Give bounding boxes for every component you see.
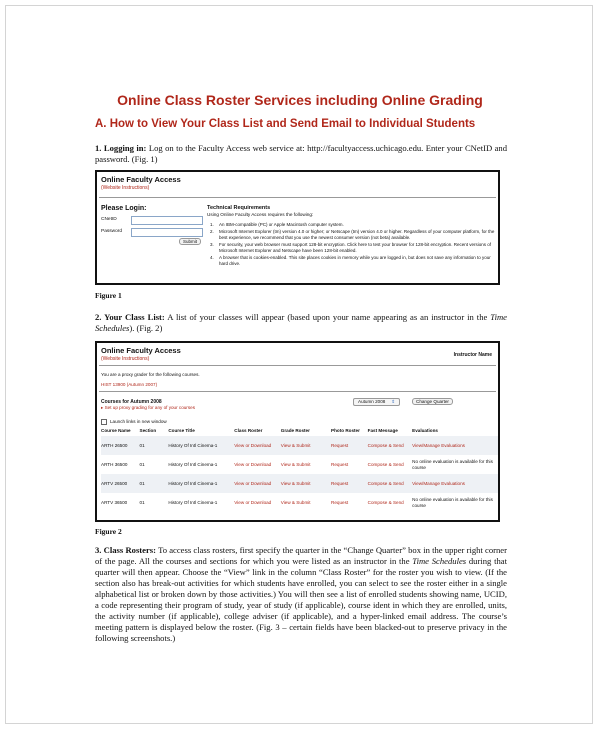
figure1-divider: [99, 197, 496, 198]
course-name: ARTV 26500: [101, 474, 140, 493]
figure2-screenshot: [95, 341, 500, 522]
col-course-name: Course Name: [101, 428, 131, 433]
view-submit-link[interactable]: View & Submit: [280, 499, 311, 505]
courses-table: [101, 428, 498, 512]
quarter-select[interactable]: Autumn 2008 ⇕: [353, 398, 400, 406]
tech-requirements-title: Technical Requirements: [207, 205, 271, 211]
col-photo-roster: Photo Roster: [331, 428, 360, 433]
request-link[interactable]: Request: [331, 461, 349, 467]
tech-item: 1. An IBM-compatible (PC) or Apple Macintosh computer system.: [210, 222, 344, 227]
compose-send-link[interactable]: Compose & Send: [368, 474, 413, 493]
evaluations-link[interactable]: View/Manage Evaluations: [412, 474, 498, 493]
section: 01: [140, 474, 169, 493]
view-download-link[interactable]: View or Download: [234, 499, 272, 505]
course-title: History Of Intl Cinema-1: [168, 474, 234, 493]
tech-item: 3. For security, your web browser must support 128-bit encryption. Click here to test your browser for 128-bit encryption. Recent versions of Microsoft Internet Explorer and Netscape have been 128-bit enabled.: [210, 242, 492, 253]
col-grade-roster: Grade Roster: [280, 428, 310, 433]
compose-send-link[interactable]: Compose & Send: [368, 436, 413, 455]
view-submit-link[interactable]: View & Submit: [280, 461, 311, 467]
proxy-grader-text: You are a proxy grader for the following courses.: [101, 372, 200, 377]
table-row: [101, 474, 498, 493]
change-quarter-button[interactable]: Change Quarter: [412, 398, 453, 405]
view-download-link[interactable]: View or Download: [234, 436, 280, 455]
courses-for-quarter: Courses for Autumn 2008: [101, 399, 162, 405]
table-row: [101, 436, 498, 455]
view-download-link[interactable]: View or Download: [234, 474, 280, 493]
figure1-app-title: Online Faculty Access: [101, 175, 181, 184]
course-name: ARTH 26500: [101, 436, 140, 455]
step2-label: 2. Your Class List:: [95, 312, 165, 322]
step2-italic: Time Schedules: [95, 312, 507, 333]
col-course-title: Course Title: [168, 428, 195, 433]
request-link[interactable]: Request: [331, 436, 368, 455]
figure2-divider-2: [99, 391, 496, 392]
section-a-heading: A. How to View Your Class List and Send Email to Individual Students: [95, 118, 476, 130]
instructor-name: Instructor Name: [453, 352, 492, 358]
step1-label: 1. Logging in:: [95, 143, 147, 153]
course-name: ARTH 36500: [101, 461, 128, 467]
tech-requirements-intro: Using Online Faculty Access requires the following:: [207, 212, 314, 217]
step3-italic: Time Schedules: [412, 556, 467, 566]
password-input[interactable]: [131, 228, 203, 237]
col-section: Section: [139, 428, 157, 433]
password-label: Password: [101, 229, 123, 234]
section: 01: [139, 499, 145, 505]
compose-send-link[interactable]: Compose & Send: [367, 499, 404, 505]
hist-course-link[interactable]: HIST 13900 (Autumn 2007): [101, 382, 158, 387]
course-title: History Of Intl Cinema-1: [168, 461, 218, 467]
tech-item: 4. A browser that is cookies-enabled. This site places cookies in memory while you are logged in, but does not save any information to your hard drive.: [210, 255, 491, 266]
step3-text-end: during that quarter will then appear. Choose the “View” link in the column “Class Roster” for the roster you wish to view. (If the section also has break-out activities for which students have enrolled, you can select to see the roster either in a single alphabetical list or broken down by those activities.) You will then see a list of enrolled students showing name, UCID, a code representing their program of study, year of study (if applicable), course ident in which they are enrolled, units, the activity number (if applicable), college adviser (if applicable), and a hyper-linked email address. The course’s meeting pattern is displayed below the roster. (Fig. 3 – certain fields have been blacked-out to preserve privacy in the following screenshots.): [95, 556, 507, 643]
view-download-link[interactable]: View or Download: [234, 461, 272, 467]
course-title: History Of Intl Cinema-1: [168, 499, 218, 505]
compose-send-link[interactable]: Compose & Send: [367, 461, 404, 467]
section: 01: [139, 461, 145, 467]
col-evaluations: Evaluations: [412, 428, 438, 433]
course-title: History Of Intl Cinema-1: [168, 436, 234, 455]
figure2-divider: [99, 365, 496, 366]
cnetid-label: CNetID: [101, 217, 117, 222]
course-name: ARTV 36500: [101, 499, 128, 505]
table-row: [101, 455, 498, 474]
col-class-roster: Class Roster: [234, 428, 263, 433]
figure2-instructions-link[interactable]: (Website Instructions): [101, 356, 150, 362]
step1-paragraph: [95, 143, 507, 165]
step3-paragraph: [95, 545, 507, 644]
document-title: Online Class Roster Services including Online Grading: [117, 92, 483, 108]
step3-label: 3. Class Rosters:: [95, 545, 156, 555]
please-login-label: Please Login:: [101, 205, 147, 212]
step2-text-end: ). (Fig. 2): [129, 323, 163, 333]
figure1-screenshot: [95, 170, 500, 285]
cnetid-input[interactable]: [131, 216, 203, 225]
col-fast-message: Fast Message: [367, 428, 398, 433]
tech-item: 2. Microsoft Internet Explorer (tm) version 4.0 or higher; or Netscape (tm) version 4.0 or higher. Regardless of your computer platform, for the best experience, we recommend that you use the newest consumer version (not beta) available.: [210, 229, 495, 240]
select-arrows-icon: ⇕: [391, 399, 396, 404]
request-link[interactable]: Request: [331, 499, 349, 505]
figure1-instructions-link[interactable]: (Website Instructions): [101, 185, 150, 191]
submit-button[interactable]: Submit: [179, 238, 201, 245]
step2-paragraph: [95, 312, 507, 334]
step1-text: Log on to the Faculty Access web service at: http://facultyaccess.uchicago.edu. Enter your CNetID and password. (Fig. 1): [95, 143, 507, 164]
view-submit-link[interactable]: View & Submit: [281, 474, 331, 493]
setup-proxy-link[interactable]: ▸ Set up proxy grading for any of your courses: [101, 405, 195, 410]
checkbox-icon[interactable]: [101, 419, 107, 425]
tech-requirements-list: [207, 222, 497, 268]
figure2-caption: Figure 2: [95, 527, 122, 536]
section: 01: [140, 436, 169, 455]
step3-text: To access class rosters, first specify the quarter in the “Change Quarter” box in the upper right corner of the page. All the courses and sections for which you were listed as an instructor in the: [95, 545, 507, 566]
evaluations-link[interactable]: View/Manage Evaluations: [412, 436, 498, 455]
launch-new-window-option[interactable]: Launch links in new window: [101, 419, 167, 425]
figure2-app-title: Online Faculty Access: [101, 346, 181, 355]
evaluations-text: No online evaluation is available for this course: [412, 458, 493, 470]
request-link[interactable]: Request: [331, 474, 368, 493]
evaluations-text: No online evaluation is available for this course: [412, 496, 493, 508]
table-row: [101, 493, 498, 512]
step2-text: A list of your classes will appear (based upon your name appearing as an instructor in the: [167, 312, 491, 322]
view-submit-link[interactable]: View & Submit: [281, 436, 331, 455]
figure1-caption: Figure 1: [95, 291, 122, 300]
